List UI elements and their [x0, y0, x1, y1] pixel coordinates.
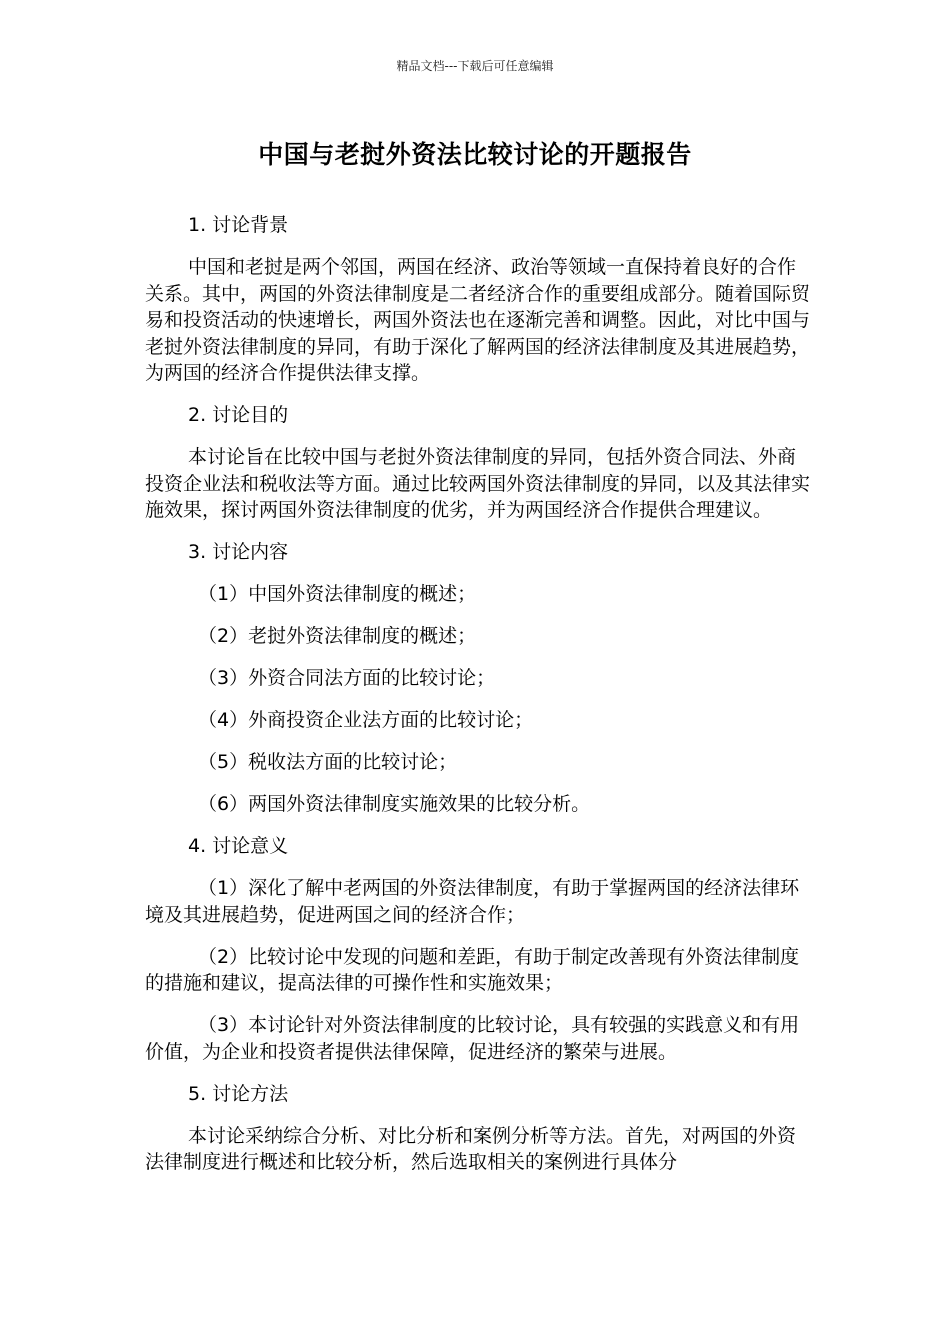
section-heading-method: 5. 讨论方法: [188, 1082, 289, 1105]
list-item: （3）外资合同法方面的比较讨论；: [198, 667, 496, 689]
significance-item: （2）比较讨论中发现的问题和差距，有助于制定改善现有外资法律制度的措施和建议，提高法律的可操作性和实施效果；: [145, 945, 800, 994]
document-title: 中国与老挝外资法比较讨论的开题报告: [258, 140, 692, 169]
significance-item: （3）本讨论针对外资法律制度的比较讨论，具有较强的实践意义和有用价值，为企业和投资者提供法律保障，促进经济的繁荣与进展。: [145, 1014, 800, 1063]
document-body: [145, 212, 810, 1191]
section-heading-background: 1. 讨论背景: [188, 214, 289, 236]
list-item: （2）老挝外资法律制度的概述；: [198, 625, 477, 647]
section-heading-significance: 4. 讨论意义: [188, 835, 289, 857]
section-heading-content: 3. 讨论内容: [188, 541, 289, 563]
page-header: 精品文档---下载后可任意编辑: [396, 59, 554, 73]
list-item: （4）外商投资企业法方面的比较讨论；: [198, 709, 534, 731]
section-heading-purpose: 2. 讨论目的: [188, 404, 289, 426]
list-item: （5）税收法方面的比较讨论；: [198, 751, 458, 773]
list-item: （1）中国外资法律制度的概述；: [198, 583, 477, 605]
paragraph-purpose: 本讨论旨在比较中国与老挝外资法律制度的异同，包括外资合同法、外商投资企业法和税收法等方面。通过比较两国外资法律制度的异同，以及其法律实施效果，探讨两国外资法律制度的优劣，并为两国经济合作提供合理建议。: [145, 446, 811, 521]
paragraph-method: 本讨论采纳综合分析、对比分析和案例分析等方法。首先，对两国的外资法律制度进行概述和比较分析，然后选取相关的案例进行具体分: [145, 1124, 797, 1173]
significance-item: （1）深化了解中老两国的外资法律制度，有助于掌握两国的经济法律环境及其进展趋势，促进两国之间的经济合作；: [145, 877, 800, 926]
paragraph-background: 中国和老挝是两个邻国，两国在经济、政治等领域一直保持着良好的合作关系。其中，两国的外资法律制度是二者经济合作的重要组成部分。随着国际贸易和投资活动的快速增长，两国外资法也在逐渐完善和调整。因此，对比中国与老挝外资法律制度的异同，有助于深化了解两国的经济法律制度及其进展趋势，为两国的经济合作提供法律支撑。: [145, 256, 811, 384]
list-item: （6）两国外资法律制度实施效果的比较分析。: [198, 793, 591, 815]
